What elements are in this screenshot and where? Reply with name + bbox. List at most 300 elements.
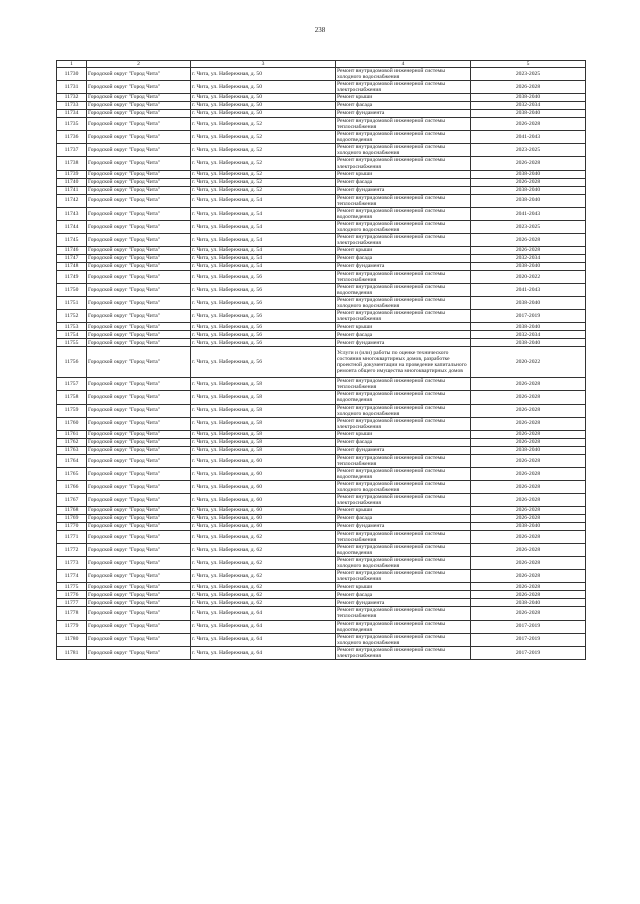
table-row	[57, 207, 586, 220]
table-row	[57, 178, 586, 186]
address-cell: г. Чита, ул. Набережная, д. 56	[191, 331, 336, 339]
table-row	[57, 186, 586, 194]
work-type-cell: Ремонт внутридомовой инженерной системы электроснабжения	[336, 157, 471, 170]
municipality-cell: Городской округ "Город Чита"	[87, 144, 191, 157]
address-cell: г. Чита, ул. Набережная, д. 64	[191, 633, 336, 646]
column-header: 3	[191, 61, 336, 68]
address-cell: г. Чита, ул. Набережная, д. 64	[191, 607, 336, 620]
work-type-cell: Ремонт внутридомовой инженерной системы холодного водоснабжения	[336, 68, 471, 81]
municipality-cell: Городской округ "Город Чита"	[87, 297, 191, 310]
work-type-cell: Ремонт внутридомовой инженерной системы холодного водоснабжения	[336, 144, 471, 157]
municipality-cell: Городской округ "Город Чита"	[87, 254, 191, 262]
municipality-cell: Городской округ "Город Чита"	[87, 438, 191, 446]
address-cell: г. Чита, ул. Набережная, д. 52	[191, 131, 336, 144]
address-cell: г. Чита, ул. Набережная, д. 52	[191, 144, 336, 157]
work-type-cell: Ремонт фасада	[336, 331, 471, 339]
row-number-cell: 11771	[57, 531, 87, 544]
table-row	[57, 157, 586, 170]
work-type-cell: Ремонт фундамента	[336, 523, 471, 531]
table-row	[57, 646, 586, 659]
address-cell: г. Чита, ул. Набережная, д. 56	[191, 270, 336, 283]
table-row	[57, 94, 586, 102]
work-type-cell: Ремонт внутридомовой инженерной системы электроснабжения	[336, 646, 471, 659]
work-type-cell: Ремонт фундамента	[336, 110, 471, 118]
work-type-cell: Ремонт внутридомовой инженерной системы водоотведения	[336, 391, 471, 404]
work-type-cell: Ремонт крыши	[336, 94, 471, 102]
row-number-cell: 11742	[57, 194, 87, 207]
period-cell: 2041-2043	[471, 284, 586, 297]
work-type-cell: Ремонт внутридомовой инженерной системы холодного водоснабжения	[336, 557, 471, 570]
period-cell: 2026-2028	[471, 570, 586, 583]
work-type-cell: Ремонт внутридомовой инженерной системы водоотведения	[336, 131, 471, 144]
municipality-cell: Городской округ "Город Чита"	[87, 515, 191, 523]
table-row	[57, 438, 586, 446]
address-cell: г. Чита, ул. Набережная, д. 60	[191, 454, 336, 467]
row-number-cell: 11774	[57, 570, 87, 583]
work-type-cell: Ремонт фасада	[336, 591, 471, 599]
municipality-cell: Городской округ "Город Чита"	[87, 493, 191, 506]
address-cell: г. Чита, ул. Набережная, д. 52	[191, 118, 336, 131]
period-cell: 2023-2025	[471, 220, 586, 233]
work-type-cell: Ремонт внутридомовой инженерной системы электроснабжения	[336, 233, 471, 246]
municipality-cell: Городской округ "Город Чита"	[87, 178, 191, 186]
table-row	[57, 233, 586, 246]
table-row	[57, 284, 586, 297]
address-cell: г. Чита, ул. Набережная, д. 60	[191, 523, 336, 531]
period-cell: 2023-2025	[471, 68, 586, 81]
repair-schedule-table	[56, 60, 586, 660]
row-number-cell: 11735	[57, 118, 87, 131]
work-type-cell: Ремонт фасада	[336, 254, 471, 262]
address-cell: г. Чита, ул. Набережная, д. 62	[191, 557, 336, 570]
work-type-cell: Ремонт фундамента	[336, 446, 471, 454]
address-cell: г. Чита, ул. Набережная, д. 58	[191, 446, 336, 454]
period-cell: 2026-2028	[471, 507, 586, 515]
municipality-cell: Городской округ "Город Чита"	[87, 454, 191, 467]
municipality-cell: Городской округ "Город Чита"	[87, 507, 191, 515]
row-number-cell: 11734	[57, 110, 87, 118]
period-cell: 2026-2028	[471, 557, 586, 570]
period-cell: 2038-2040	[471, 262, 586, 270]
table-row	[57, 557, 586, 570]
address-cell: г. Чита, ул. Набережная, д. 50	[191, 110, 336, 118]
address-cell: г. Чита, ул. Набережная, д. 54	[191, 233, 336, 246]
period-cell: 2041-2043	[471, 131, 586, 144]
work-type-cell: Ремонт внутридомовой инженерной системы холодного водоснабжения	[336, 633, 471, 646]
table-row	[57, 417, 586, 430]
table-row	[57, 254, 586, 262]
table-row	[57, 131, 586, 144]
municipality-cell: Городской округ "Город Чита"	[87, 270, 191, 283]
address-cell: г. Чита, ул. Набережная, д. 54	[191, 254, 336, 262]
period-cell: 2032-2034	[471, 254, 586, 262]
municipality-cell: Городской округ "Город Чита"	[87, 531, 191, 544]
municipality-cell: Городской округ "Город Чита"	[87, 81, 191, 94]
table-row	[57, 194, 586, 207]
municipality-cell: Городской округ "Город Чита"	[87, 599, 191, 607]
row-number-cell: 11768	[57, 507, 87, 515]
row-number-cell: 11746	[57, 246, 87, 254]
municipality-cell: Городской округ "Город Чита"	[87, 378, 191, 391]
period-cell: 2038-2040	[471, 599, 586, 607]
work-type-cell: Ремонт крыши	[336, 170, 471, 178]
column-header: 4	[336, 61, 471, 68]
table-row	[57, 170, 586, 178]
table-row	[57, 467, 586, 480]
municipality-cell: Городской округ "Город Чита"	[87, 544, 191, 557]
row-number-cell: 11747	[57, 254, 87, 262]
municipality-cell: Городской округ "Город Чита"	[87, 68, 191, 81]
row-number-cell: 11733	[57, 102, 87, 110]
period-cell: 2038-2040	[471, 446, 586, 454]
table-row	[57, 347, 586, 378]
row-number-cell: 11755	[57, 339, 87, 347]
municipality-cell: Городской округ "Город Чита"	[87, 480, 191, 493]
municipality-cell: Городской округ "Город Чита"	[87, 118, 191, 131]
address-cell: г. Чита, ул. Набережная, д. 52	[191, 170, 336, 178]
work-type-cell: Ремонт крыши	[336, 430, 471, 438]
work-type-cell: Ремонт крыши	[336, 323, 471, 331]
address-cell: г. Чита, ул. Набережная, д. 56	[191, 339, 336, 347]
period-cell: 2017-2019	[471, 633, 586, 646]
address-cell: г. Чита, ул. Набережная, д. 58	[191, 391, 336, 404]
work-type-cell: Ремонт внутридомовой инженерной системы теплоснабжения	[336, 270, 471, 283]
address-cell: г. Чита, ул. Набережная, д. 58	[191, 438, 336, 446]
address-cell: г. Чита, ул. Набережная, д. 60	[191, 467, 336, 480]
work-type-cell: Ремонт крыши	[336, 583, 471, 591]
municipality-cell: Городской округ "Город Чита"	[87, 347, 191, 378]
row-number-cell: 11743	[57, 207, 87, 220]
address-cell: г. Чита, ул. Набережная, д. 50	[191, 94, 336, 102]
period-cell: 2026-2028	[471, 430, 586, 438]
address-cell: г. Чита, ул. Набережная, д. 56	[191, 310, 336, 323]
work-type-cell: Ремонт фасада	[336, 102, 471, 110]
period-cell: 2038-2040	[471, 186, 586, 194]
table-row	[57, 507, 586, 515]
table-row	[57, 607, 586, 620]
address-cell: г. Чита, ул. Набережная, д. 58	[191, 430, 336, 438]
column-header: 5	[471, 61, 586, 68]
table-row	[57, 570, 586, 583]
row-number-cell: 11776	[57, 591, 87, 599]
period-cell: 2026-2028	[471, 454, 586, 467]
address-cell: г. Чита, ул. Набережная, д. 60	[191, 493, 336, 506]
municipality-cell: Городской округ "Город Чита"	[87, 607, 191, 620]
address-cell: г. Чита, ул. Набережная, д. 62	[191, 531, 336, 544]
work-type-cell: Ремонт фундамента	[336, 599, 471, 607]
address-cell: г. Чита, ул. Набережная, д. 64	[191, 620, 336, 633]
address-cell: г. Чита, ул. Набережная, д. 56	[191, 323, 336, 331]
row-number-cell: 11731	[57, 81, 87, 94]
work-type-cell: Ремонт внутридомовой инженерной системы водоотведения	[336, 620, 471, 633]
municipality-cell: Городской округ "Город Чита"	[87, 102, 191, 110]
row-number-cell: 11750	[57, 284, 87, 297]
municipality-cell: Городской округ "Город Чита"	[87, 583, 191, 591]
column-header: 1	[57, 61, 87, 68]
address-cell: г. Чита, ул. Набережная, д. 52	[191, 157, 336, 170]
table-row	[57, 620, 586, 633]
row-number-cell: 11752	[57, 310, 87, 323]
period-cell: 2026-2028	[471, 157, 586, 170]
municipality-cell: Городской округ "Город Чита"	[87, 391, 191, 404]
period-cell: 2032-2034	[471, 102, 586, 110]
row-number-cell: 11758	[57, 391, 87, 404]
work-type-cell: Ремонт фундамента	[336, 339, 471, 347]
row-number-cell: 11754	[57, 331, 87, 339]
municipality-cell: Городской округ "Город Чита"	[87, 430, 191, 438]
municipality-cell: Городской округ "Город Чита"	[87, 417, 191, 430]
period-cell: 2038-2040	[471, 323, 586, 331]
column-header: 2	[87, 61, 191, 68]
period-cell: 2026-2028	[471, 438, 586, 446]
address-cell: г. Чита, ул. Набережная, д. 54	[191, 262, 336, 270]
work-type-cell: Ремонт фасада	[336, 438, 471, 446]
work-type-cell: Услуги и (или) работы по оценке технического состояния многоквартирных домов, разработке проектной документации на проведение капитального ремонта общего имущества многоквартирных домов	[336, 347, 471, 378]
address-cell: г. Чита, ул. Набережная, д. 60	[191, 507, 336, 515]
period-cell: 2038-2040	[471, 194, 586, 207]
row-number-cell: 11769	[57, 515, 87, 523]
period-cell: 2026-2028	[471, 583, 586, 591]
period-cell: 2026-2028	[471, 246, 586, 254]
address-cell: г. Чита, ул. Набережная, д. 62	[191, 591, 336, 599]
period-cell: 2017-2019	[471, 646, 586, 659]
period-cell: 2038-2040	[471, 339, 586, 347]
table-row	[57, 323, 586, 331]
period-cell: 2038-2040	[471, 110, 586, 118]
work-type-cell: Ремонт внутридомовой инженерной системы электроснабжения	[336, 310, 471, 323]
period-cell: 2017-2019	[471, 620, 586, 633]
row-number-cell: 11748	[57, 262, 87, 270]
row-number-cell: 11756	[57, 347, 87, 378]
row-number-cell: 11773	[57, 557, 87, 570]
municipality-cell: Городской округ "Город Чита"	[87, 323, 191, 331]
address-cell: г. Чита, ул. Набережная, д. 50	[191, 102, 336, 110]
row-number-cell: 11745	[57, 233, 87, 246]
row-number-cell: 11761	[57, 430, 87, 438]
municipality-cell: Городской округ "Город Чита"	[87, 620, 191, 633]
row-number-cell: 11778	[57, 607, 87, 620]
row-number-cell: 11732	[57, 94, 87, 102]
table-row	[57, 633, 586, 646]
row-number-cell: 11762	[57, 438, 87, 446]
row-number-cell: 11741	[57, 186, 87, 194]
table-row	[57, 583, 586, 591]
work-type-cell: Ремонт внутридомовой инженерной системы теплоснабжения	[336, 454, 471, 467]
work-type-cell: Ремонт внутридомовой инженерной системы холодного водоснабжения	[336, 404, 471, 417]
row-number-cell: 11737	[57, 144, 87, 157]
table-row	[57, 531, 586, 544]
work-type-cell: Ремонт внутридомовой инженерной системы холодного водоснабжения	[336, 297, 471, 310]
address-cell: г. Чита, ул. Набережная, д. 54	[191, 220, 336, 233]
municipality-cell: Городской округ "Город Чита"	[87, 220, 191, 233]
period-cell: 2026-2028	[471, 417, 586, 430]
period-cell: 2020-2022	[471, 347, 586, 378]
table-row	[57, 331, 586, 339]
row-number-cell: 11772	[57, 544, 87, 557]
work-type-cell: Ремонт внутридомовой инженерной системы холодного водоснабжения	[336, 220, 471, 233]
work-type-cell: Ремонт внутридомовой инженерной системы электроснабжения	[336, 493, 471, 506]
period-cell: 2026-2028	[471, 178, 586, 186]
table-row	[57, 515, 586, 523]
address-cell: г. Чита, ул. Набережная, д. 64	[191, 646, 336, 659]
address-cell: г. Чита, ул. Набережная, д. 60	[191, 480, 336, 493]
address-cell: г. Чита, ул. Набережная, д. 52	[191, 178, 336, 186]
period-cell: 2026-2028	[471, 404, 586, 417]
address-cell: г. Чита, ул. Набережная, д. 60	[191, 515, 336, 523]
table-row	[57, 378, 586, 391]
row-number-cell: 11751	[57, 297, 87, 310]
period-cell: 2020-2022	[471, 270, 586, 283]
address-cell: г. Чита, ул. Набережная, д. 62	[191, 570, 336, 583]
period-cell: 2026-2028	[471, 544, 586, 557]
municipality-cell: Городской округ "Город Чита"	[87, 170, 191, 178]
period-cell: 2038-2040	[471, 297, 586, 310]
address-cell: г. Чита, ул. Набережная, д. 52	[191, 186, 336, 194]
period-cell: 2026-2028	[471, 81, 586, 94]
address-cell: г. Чита, ул. Набережная, д. 58	[191, 378, 336, 391]
row-number-cell: 11738	[57, 157, 87, 170]
table-row	[57, 599, 586, 607]
period-cell: 2038-2040	[471, 523, 586, 531]
period-cell: 2041-2043	[471, 207, 586, 220]
municipality-cell: Городской округ "Город Чита"	[87, 339, 191, 347]
row-number-cell: 11760	[57, 417, 87, 430]
table-row	[57, 246, 586, 254]
table-row	[57, 144, 586, 157]
row-number-cell: 11759	[57, 404, 87, 417]
address-cell: г. Чита, ул. Набережная, д. 50	[191, 68, 336, 81]
municipality-cell: Городской округ "Город Чита"	[87, 110, 191, 118]
row-number-cell: 11749	[57, 270, 87, 283]
table-row	[57, 81, 586, 94]
row-number-cell: 11757	[57, 378, 87, 391]
municipality-cell: Городской округ "Город Чита"	[87, 186, 191, 194]
municipality-cell: Городской округ "Город Чита"	[87, 633, 191, 646]
work-type-cell: Ремонт фасада	[336, 178, 471, 186]
row-number-cell: 11779	[57, 620, 87, 633]
row-number-cell: 11775	[57, 583, 87, 591]
table-row	[57, 339, 586, 347]
row-number-cell: 11740	[57, 178, 87, 186]
row-number-cell: 11777	[57, 599, 87, 607]
period-cell: 2026-2028	[471, 391, 586, 404]
work-type-cell: Ремонт внутридомовой инженерной системы теплоснабжения	[336, 607, 471, 620]
row-number-cell: 11765	[57, 467, 87, 480]
period-cell: 2026-2028	[471, 515, 586, 523]
address-cell: г. Чита, ул. Набережная, д. 58	[191, 417, 336, 430]
work-type-cell: Ремонт крыши	[336, 246, 471, 254]
period-cell: 2026-2028	[471, 118, 586, 131]
address-cell: г. Чита, ул. Набережная, д. 58	[191, 404, 336, 417]
municipality-cell: Городской округ "Город Чита"	[87, 646, 191, 659]
period-cell: 2017-2019	[471, 310, 586, 323]
table-row	[57, 110, 586, 118]
table-row	[57, 446, 586, 454]
work-type-cell: Ремонт внутридомовой инженерной системы теплоснабжения	[336, 378, 471, 391]
municipality-cell: Городской округ "Город Чита"	[87, 310, 191, 323]
address-cell: г. Чита, ул. Набережная, д. 54	[191, 207, 336, 220]
work-type-cell: Ремонт фундамента	[336, 262, 471, 270]
municipality-cell: Городской округ "Город Чита"	[87, 284, 191, 297]
municipality-cell: Городской округ "Город Чита"	[87, 194, 191, 207]
row-number-cell: 11780	[57, 633, 87, 646]
work-type-cell: Ремонт внутридомовой инженерной системы теплоснабжения	[336, 194, 471, 207]
address-cell: г. Чита, ул. Набережная, д. 54	[191, 194, 336, 207]
table-row	[57, 262, 586, 270]
table-row	[57, 591, 586, 599]
address-cell: г. Чита, ул. Набережная, д. 56	[191, 284, 336, 297]
period-cell: 2032-2034	[471, 331, 586, 339]
work-type-cell: Ремонт внутридомовой инженерной системы холодного водоснабжения	[336, 480, 471, 493]
work-type-cell: Ремонт внутридомовой инженерной системы теплоснабжения	[336, 531, 471, 544]
table-row	[57, 404, 586, 417]
period-cell: 2026-2028	[471, 378, 586, 391]
municipality-cell: Городской округ "Город Чита"	[87, 207, 191, 220]
row-number-cell: 11767	[57, 493, 87, 506]
municipality-cell: Городской округ "Город Чита"	[87, 467, 191, 480]
table-row	[57, 118, 586, 131]
municipality-cell: Городской округ "Город Чита"	[87, 233, 191, 246]
table-row	[57, 102, 586, 110]
address-cell: г. Чита, ул. Набережная, д. 54	[191, 246, 336, 254]
table-row	[57, 430, 586, 438]
period-cell: 2026-2028	[471, 233, 586, 246]
municipality-cell: Городской округ "Город Чита"	[87, 557, 191, 570]
period-cell: 2026-2028	[471, 493, 586, 506]
row-number-cell: 11764	[57, 454, 87, 467]
work-type-cell: Ремонт внутридомовой инженерной системы теплоснабжения	[336, 118, 471, 131]
address-cell: г. Чита, ул. Набережная, д. 56	[191, 347, 336, 378]
period-cell: 2023-2025	[471, 144, 586, 157]
municipality-cell: Городской округ "Город Чита"	[87, 446, 191, 454]
address-cell: г. Чита, ул. Набережная, д. 50	[191, 81, 336, 94]
period-cell: 2038-2040	[471, 94, 586, 102]
municipality-cell: Городской округ "Город Чита"	[87, 404, 191, 417]
table-row	[57, 270, 586, 283]
work-type-cell: Ремонт фундамента	[336, 186, 471, 194]
row-number-cell: 11763	[57, 446, 87, 454]
work-type-cell: Ремонт внутридомовой инженерной системы водоотведения	[336, 467, 471, 480]
period-cell: 2026-2028	[471, 467, 586, 480]
table-row	[57, 310, 586, 323]
work-type-cell: Ремонт внутридомовой инженерной системы электроснабжения	[336, 81, 471, 94]
row-number-cell: 11739	[57, 170, 87, 178]
row-number-cell: 11766	[57, 480, 87, 493]
municipality-cell: Городской округ "Город Чита"	[87, 94, 191, 102]
table-row	[57, 391, 586, 404]
table-header-row	[57, 61, 586, 68]
municipality-cell: Городской округ "Город Чита"	[87, 331, 191, 339]
work-type-cell: Ремонт внутридомовой инженерной системы водоотведения	[336, 544, 471, 557]
municipality-cell: Городской округ "Город Чита"	[87, 523, 191, 531]
table-row	[57, 480, 586, 493]
row-number-cell: 11744	[57, 220, 87, 233]
municipality-cell: Городской округ "Город Чита"	[87, 570, 191, 583]
address-cell: г. Чита, ул. Набережная, д. 62	[191, 583, 336, 591]
period-cell: 2026-2028	[471, 607, 586, 620]
row-number-cell: 11736	[57, 131, 87, 144]
table-row	[57, 493, 586, 506]
row-number-cell: 11781	[57, 646, 87, 659]
table-row	[57, 68, 586, 81]
address-cell: г. Чита, ул. Набережная, д. 62	[191, 599, 336, 607]
table-row	[57, 454, 586, 467]
table-row	[57, 220, 586, 233]
municipality-cell: Городской округ "Город Чита"	[87, 262, 191, 270]
table-row	[57, 297, 586, 310]
period-cell: 2026-2028	[471, 591, 586, 599]
municipality-cell: Городской округ "Город Чита"	[87, 246, 191, 254]
